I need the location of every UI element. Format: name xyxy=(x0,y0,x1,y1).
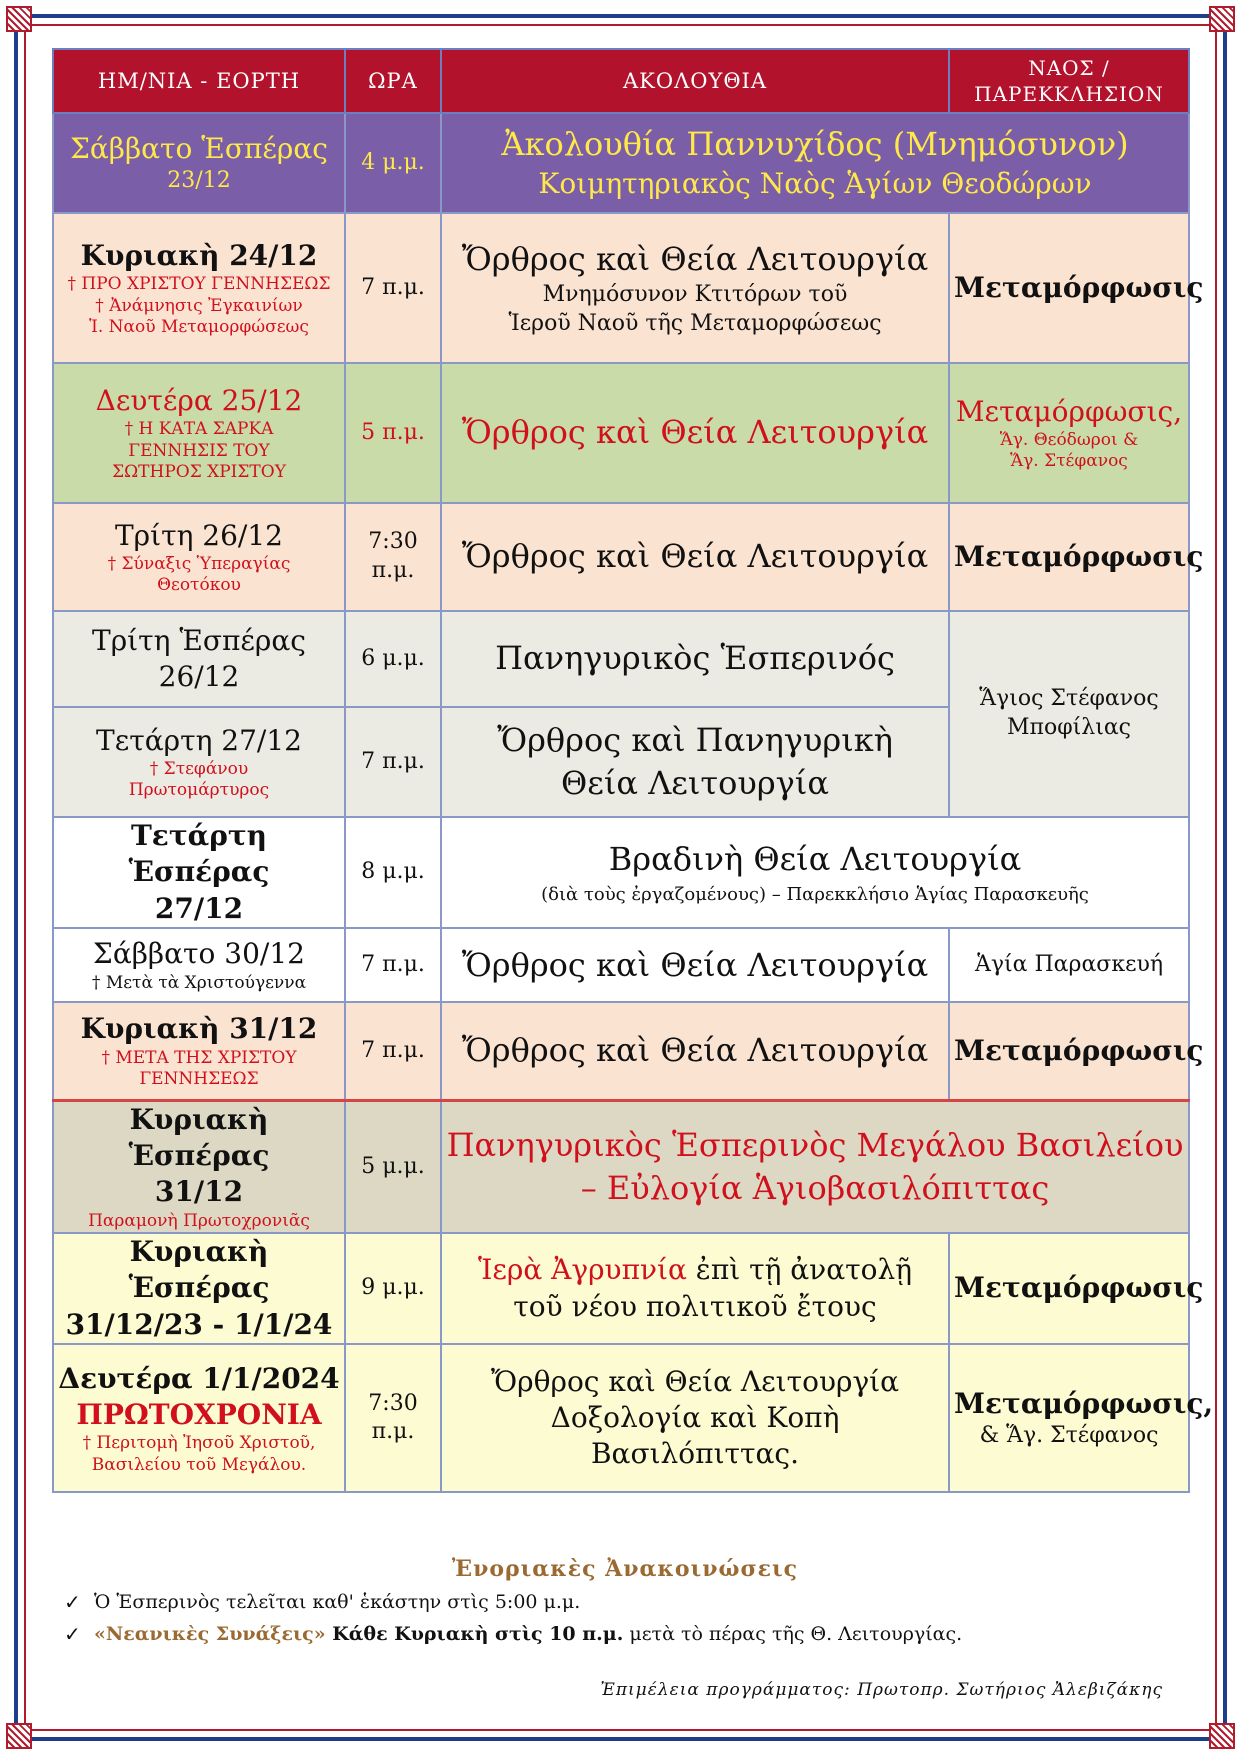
check-icon: ✓ xyxy=(64,1622,81,1646)
header-service: ΑΚΟΛΟΥΘΙΑ xyxy=(441,49,949,113)
church-cell: Μεταμόρφωσις xyxy=(949,213,1189,363)
date-cell: Δευτέρα 1/1/2024 ΠΡΩΤΟΧΡΟΝΙΑ † Περιτομὴ Ἰησοῦ Χριστοῦ, Βασιλείου τοῦ Μεγάλου. xyxy=(53,1344,345,1492)
church-cell: Μεταμόρφωσις, Ἅγ. Θεόδωροι & Ἅγ. Στέφανος xyxy=(949,363,1189,503)
vigil-label: Ἱερὰ Ἀγρυπνία xyxy=(478,1253,687,1287)
table-row xyxy=(53,1344,1189,1492)
table-row xyxy=(53,928,1189,1002)
service-cell: Βραδινὴ Θεία Λειτουργία (διὰ τοὺς ἐργαζομένους) – Παρεκκλήσιο Ἁγίας Παρασκευῆς xyxy=(441,817,1189,928)
time-cell: 6 μ.μ. xyxy=(345,611,441,707)
header-date: ΗΜ/ΝΙΑ - ΕΟΡΤΗ xyxy=(53,49,345,113)
service-cell: Ὄρθρος καὶ Θεία Λειτουργία xyxy=(441,503,949,611)
announcement-time: Κάθε Κυριακὴ στὶς 10 π.μ. xyxy=(325,1623,624,1645)
time-cell: 7:30 π.μ. xyxy=(345,1344,441,1492)
date-cell: Τρίτη Ἑσπέρας 26/12 xyxy=(53,611,345,707)
announcement-item xyxy=(60,1586,1190,1618)
time-cell: 8 μ.μ. xyxy=(345,817,441,928)
table-row xyxy=(53,611,1189,707)
time-cell: 7 π.μ. xyxy=(345,928,441,1002)
corner-ornament xyxy=(6,1723,32,1749)
service-cell: Ὄρθρος καὶ Θεία Λειτουργία Μνημόσυνον Κτιτόρων τοῦ Ἱεροῦ Ναοῦ τῆς Μεταμορφώσεως xyxy=(441,213,949,363)
schedule-table xyxy=(52,48,1214,1493)
church-cell: Μεταμόρφωσις xyxy=(949,503,1189,611)
vigil-rest: ἐπὶ τῇ ἀνατολῇ xyxy=(686,1253,912,1287)
table-row xyxy=(53,1233,1189,1344)
corner-ornament xyxy=(6,6,32,32)
time-cell: 9 μ.μ. xyxy=(345,1233,441,1344)
time-cell: 7 π.μ. xyxy=(345,213,441,363)
church-cell: Μεταμόρφωσις, & Ἅγ. Στέφανος xyxy=(949,1344,1189,1492)
announcements-title: Ἐνοριακὲς Ἀνακοινώσεις xyxy=(451,1556,799,1582)
announcement-text: μετὰ τὸ πέρας τῆς Θ. Λειτουργίας. xyxy=(623,1623,963,1645)
date-cell: Σάββατο Ἑσπέρας 23/12 xyxy=(53,113,345,213)
corner-ornament xyxy=(1209,1723,1235,1749)
header-row xyxy=(53,49,1189,113)
service-cell: Πανηγυρικὸς Ἑσπερινὸς Μεγάλου Βασιλείου – Εὐλογία Ἁγιοβασιλόπιττας xyxy=(441,1100,1189,1233)
time-cell: 5 π.μ. xyxy=(345,363,441,503)
date-cell: Τετάρτη Ἑσπέρας 27/12 xyxy=(53,817,345,928)
table-row xyxy=(53,113,1189,213)
table-row xyxy=(53,503,1189,611)
date-cell: Δευτέρα 25/12 † Η ΚΑΤΑ ΣΑΡΚΑ ΓΕΝΝΗΣΙΣ ΤΟΥ ΣΩΤΗΡΟΣ ΧΡΙΣΤΟΥ xyxy=(53,363,345,503)
time-cell: 7 π.μ. xyxy=(345,707,441,817)
announcement-text: Ὁ Ἑσπερινὸς τελεῖται καθ' ἑκάστην στὶς 5:00 μ.μ. xyxy=(94,1591,581,1613)
service-cell: Ὄρθρος καὶ Θεία Λειτουργία Δοξολογία καὶ Κοπὴ Βασιλόπιττας. xyxy=(441,1344,949,1492)
header-church: ΝΑΟΣ / ΠΑΡΕΚΚΛΗΣΙΟΝ xyxy=(949,49,1189,113)
header-time: ΩΡΑ xyxy=(345,49,441,113)
church-cell: Μεταμόρφωσις xyxy=(949,1002,1189,1100)
corner-ornament xyxy=(1209,6,1235,32)
date-cell: Τετάρτη 27/12 † Στεφάνου Πρωτομάρτυρος xyxy=(53,707,345,817)
time-cell: 7 π.μ. xyxy=(345,1002,441,1100)
youth-meetings-label: «Νεανικὲς Συνάξεις» xyxy=(94,1623,326,1645)
time-cell: 5 μ.μ. xyxy=(345,1100,441,1233)
service-cell: Πανηγυρικὸς Ἑσπερινός xyxy=(441,611,949,707)
table-row xyxy=(53,1100,1189,1233)
service-cell: Ἀκολουθία Παννυχίδος (Μνημόσυνον) Κοιμητηριακὸς Ναὸς Ἁγίων Θεοδώρων xyxy=(441,113,1189,213)
table-row xyxy=(53,1002,1189,1100)
table-row xyxy=(53,213,1189,363)
church-cell: Ἅγιος Στέφανος Μποφίλιας xyxy=(949,611,1189,817)
service-cell: Ὄρθρος καὶ Θεία Λειτουργία xyxy=(441,363,949,503)
date-cell: Κυριακὴ Ἑσπέρας 31/12 Παραμονὴ Πρωτοχρονιᾶς xyxy=(53,1100,345,1233)
church-cell: Μεταμόρφωσις xyxy=(949,1233,1189,1344)
date-cell: Κυριακὴ 24/12 † ΠΡΟ ΧΡΙΣΤΟΥ ΓΕΝΝΗΣΕΩΣ † Ἀνάμνησις Ἐγκαινίων Ἱ. Ναοῦ Μεταμορφώσεως xyxy=(53,213,345,363)
church-cell: Ἁγία Παρασκευή xyxy=(949,928,1189,1002)
announcement-item xyxy=(60,1618,1190,1650)
time-cell: 7:30 π.μ. xyxy=(345,503,441,611)
date-cell: Κυριακὴ Ἑσπέρας 31/12/23 - 1/1/24 xyxy=(53,1233,345,1344)
table-row xyxy=(53,363,1189,503)
announcements xyxy=(60,1552,1190,1650)
table-row xyxy=(53,817,1189,928)
service-cell: Ὄρθρος καὶ Θεία Λειτουργία xyxy=(441,928,949,1002)
service-cell: Ὄρθρος καὶ Πανηγυρικὴ Θεία Λειτουργία xyxy=(441,707,949,817)
service-cell: Ὄρθρος καὶ Θεία Λειτουργία xyxy=(441,1002,949,1100)
date-cell: Κυριακὴ 31/12 † ΜΕΤΑ ΤΗΣ ΧΡΙΣΤΟΥ ΓΕΝΝΗΣΕΩΣ xyxy=(53,1002,345,1100)
time-cell: 4 μ.μ. xyxy=(345,113,441,213)
date-cell: Σάββατο 30/12 † Μετὰ τὰ Χριστούγεννα xyxy=(53,928,345,1002)
editor-credit: Ἐπιμέλεια προγράμματος: Πρωτοπρ. Σωτήριος Ἀλεβιζάκης xyxy=(600,1680,1163,1700)
date-cell: Τρίτη 26/12 † Σύναξις Ὑπεραγίας Θεοτόκου xyxy=(53,503,345,611)
check-icon: ✓ xyxy=(64,1590,81,1614)
service-cell: Ἱερὰ Ἀγρυπνία ἐπὶ τῇ ἀνατολῇ τοῦ νέου πολιτικοῦ ἔτους xyxy=(441,1233,949,1344)
